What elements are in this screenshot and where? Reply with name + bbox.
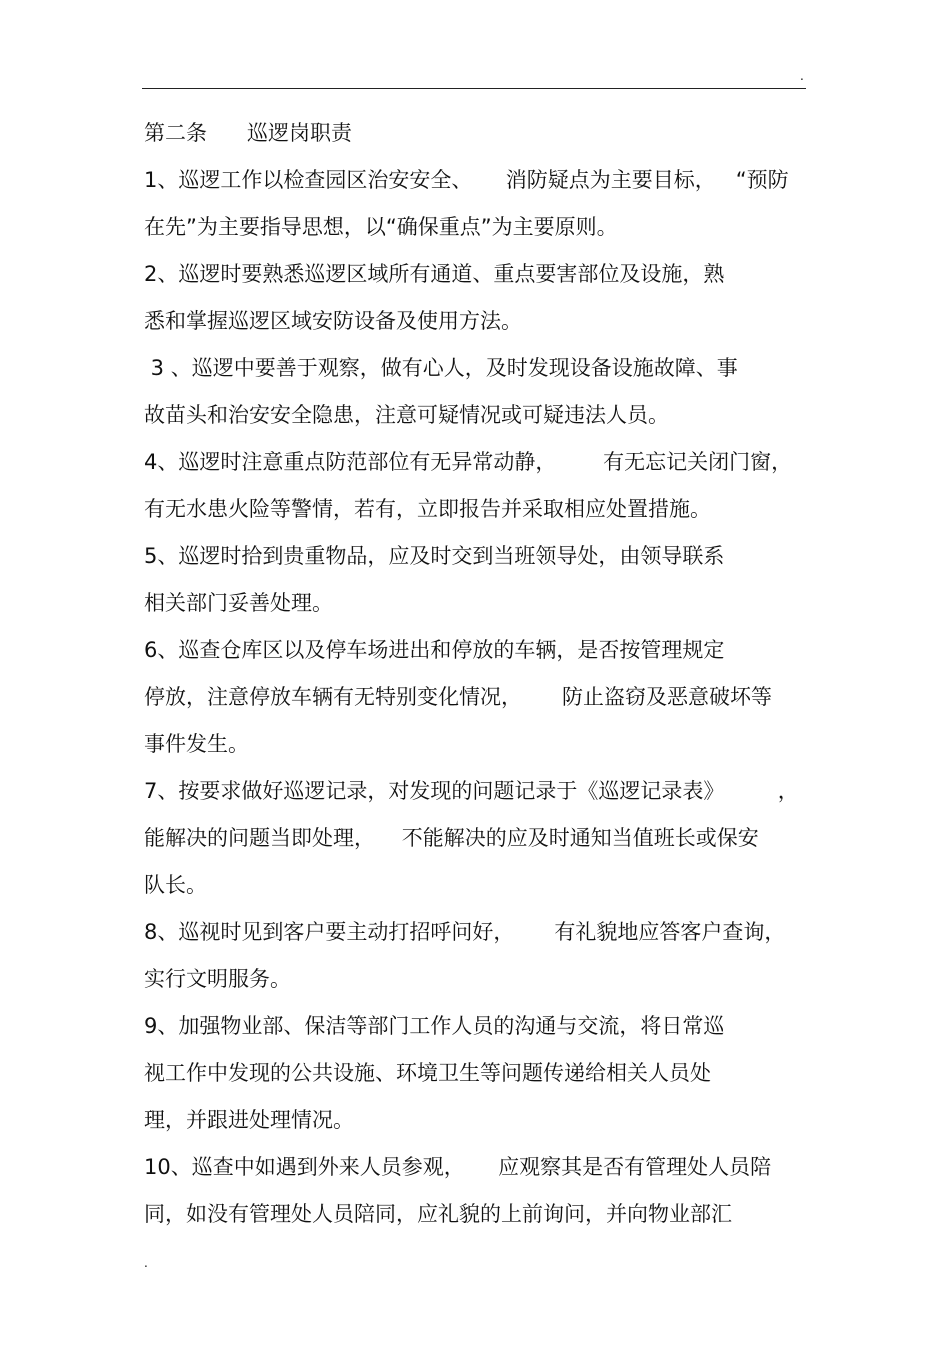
paragraph-line: 10、巡查中如遇到外来人员参观， 应观察其是否有管理处人员陪 [144,1155,772,1179]
paragraph-line: 4、巡逻时注意重点防范部位有无异常动静， 有无忘记关闭门窗， [144,450,793,474]
paragraph-line: 有无水患火险等警情，若有，立即报告并采取相应处置措施。 [144,497,711,521]
header-rule [142,88,806,89]
paragraph-line: 故苗头和治安安全隐患，注意可疑情况或可疑违法人员。 [144,403,669,427]
paragraph-line: 7、按要求做好巡逻记录，对发现的问题记录于《巡逻记录表》 ， [144,779,799,803]
paragraph-line: 6、巡查仓库区以及停车场进出和停放的车辆，是否按管理规定 [144,638,725,662]
paragraph-line: 3 、巡逻中要善于观察，做有心人，及时发现设备设施故障、事 [144,356,738,380]
paragraph-line: 9、加强物业部、保洁等部门工作人员的沟通与交流，将日常巡 [144,1014,725,1038]
paragraph-line: 在先”为主要指导思想，以“确保重点”为主要原则。 [144,215,618,239]
paragraph-line: 事件发生。 [144,732,249,756]
paragraph-line: 相关部门妥善处理。 [144,591,333,615]
footer-dot: . [144,1256,148,1270]
paragraph-line: 悉和掌握巡逻区域安防设备及使用方法。 [144,309,522,333]
paragraph-line: 能解决的问题当即处理， 不能解决的应及时通知当值班长或保安 [144,826,759,850]
document-body [144,118,814,1229]
paragraph-line: 停放，注意停放车辆有无特别变化情况， 防止盗窃及恶意破坏等 [144,685,773,709]
paragraph-line: 视工作中发现的公共设施、环境卫生等问题传递给相关人员处 [144,1061,711,1085]
paragraph-line: 5、巡逻时拾到贵重物品，应及时交到当班领导处，由领导联系 [144,544,725,568]
paragraph-line: 2、巡逻时要熟悉巡逻区域所有通道、重点要害部位及设施，熟 [144,262,725,286]
paragraph-line: 8、巡视时见到客户要主动打招呼问好， 有礼貌地应答客户查询， [144,920,786,944]
paragraph-line: 实行文明服务。 [144,967,291,991]
paragraph-line: 理，并跟进处理情况。 [144,1108,354,1132]
section-heading: 第二条 巡逻岗职责 [144,121,353,145]
paragraph-line: 队长。 [144,873,207,897]
paragraph-line: 1、巡逻工作以检查园区治安安全、 消防疑点为主要目标， “预防 [144,168,789,192]
paragraph-line: 同，如没有管理处人员陪同，应礼貌的上前询问，并向物业部汇 [144,1202,732,1226]
header-dot: . [800,69,804,83]
